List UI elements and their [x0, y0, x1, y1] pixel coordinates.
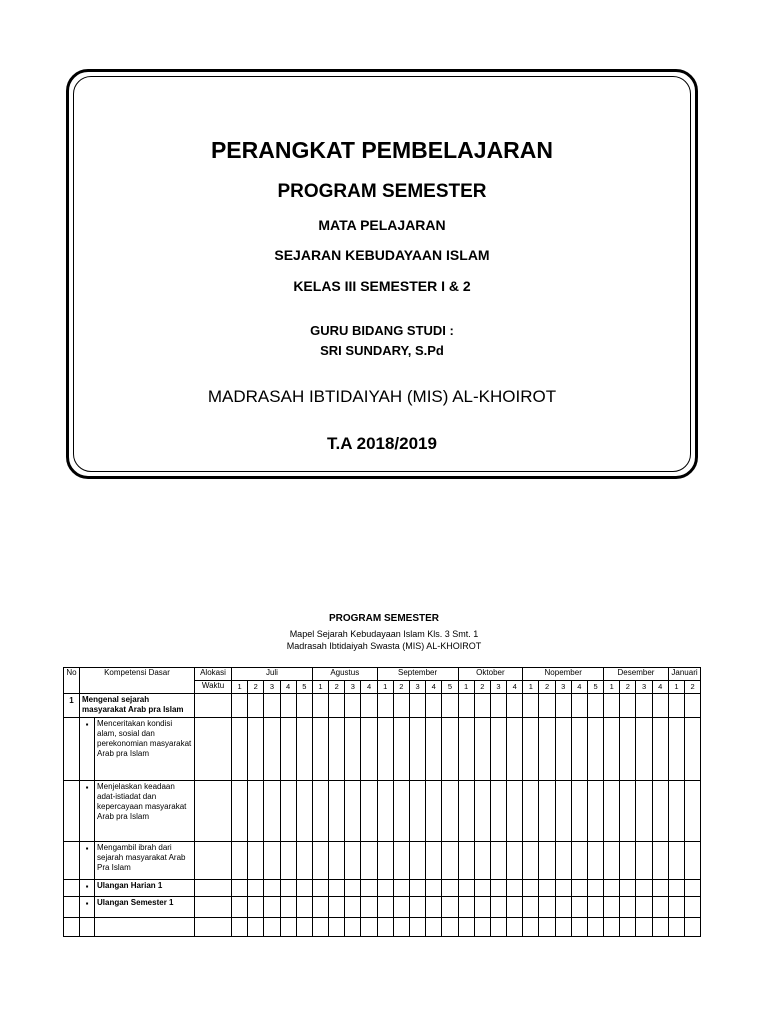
week-cell — [539, 781, 555, 842]
week-cell — [620, 842, 636, 880]
header-week: 1 — [377, 681, 393, 694]
week-cell — [636, 781, 652, 842]
week-cell — [507, 880, 523, 897]
row-bullet: ▪ — [80, 897, 95, 918]
week-cell — [264, 694, 280, 718]
week-cell — [555, 781, 571, 842]
header-alokasi: Alokasi — [195, 668, 232, 681]
week-cell — [312, 842, 328, 880]
week-cell — [377, 880, 393, 897]
week-cell — [474, 897, 490, 918]
row-bullet — [80, 918, 95, 937]
week-cell — [458, 918, 474, 937]
week-cell — [620, 718, 636, 781]
week-cell — [474, 918, 490, 937]
row-alokasi — [195, 718, 232, 781]
week-cell — [409, 781, 425, 842]
week-cell — [539, 694, 555, 718]
week-cell — [668, 694, 684, 718]
week-cell — [426, 897, 442, 918]
row-kompetensi: Mengambil ibrah dari sejarah masyarakat Arab Pra Islam — [95, 842, 195, 880]
week-cell — [345, 880, 361, 897]
week-cell — [329, 918, 345, 937]
week-cell — [232, 781, 248, 842]
week-cell — [474, 842, 490, 880]
week-cell — [571, 718, 587, 781]
week-cell — [409, 880, 425, 897]
cover-title: PERANGKAT PEMBELAJARAN — [210, 137, 554, 163]
header-week: 2 — [620, 681, 636, 694]
week-cell — [377, 918, 393, 937]
week-cell — [571, 897, 587, 918]
program-title: PROGRAM SEMESTER — [328, 613, 439, 624]
week-cell — [604, 897, 620, 918]
week-cell — [442, 897, 458, 918]
week-cell — [604, 880, 620, 897]
week-cell — [296, 781, 312, 842]
week-cell — [571, 781, 587, 842]
week-cell — [652, 880, 668, 897]
week-cell — [539, 718, 555, 781]
row-no — [64, 842, 80, 880]
week-cell — [523, 918, 539, 937]
week-cell — [490, 694, 506, 718]
week-cell — [685, 781, 701, 842]
header-week: 4 — [426, 681, 442, 694]
week-cell — [248, 781, 264, 842]
week-cell — [571, 842, 587, 880]
week-cell — [604, 718, 620, 781]
header-week: 1 — [523, 681, 539, 694]
week-cell — [571, 880, 587, 897]
header-week: 4 — [571, 681, 587, 694]
week-cell — [280, 718, 296, 781]
row-bullet: ▪ — [80, 718, 95, 781]
header-week: 2 — [474, 681, 490, 694]
week-cell — [312, 880, 328, 897]
header-week: 2 — [329, 681, 345, 694]
week-cell — [232, 918, 248, 937]
week-cell — [668, 781, 684, 842]
row-alokasi — [195, 880, 232, 897]
row-kompetensi: Menceritakan kondisi alam, sosial dan perekonomian masyarakat Arab pra Islam — [95, 718, 195, 781]
week-cell — [312, 918, 328, 937]
week-cell — [685, 880, 701, 897]
week-cell — [523, 718, 539, 781]
week-cell — [555, 880, 571, 897]
week-cell — [296, 897, 312, 918]
week-cell — [523, 781, 539, 842]
week-cell — [474, 781, 490, 842]
header-week: 1 — [668, 681, 684, 694]
table-row — [64, 880, 701, 897]
week-cell — [264, 897, 280, 918]
week-cell — [345, 718, 361, 781]
week-cell — [668, 718, 684, 781]
week-cell — [636, 842, 652, 880]
week-cell — [458, 781, 474, 842]
program-subtitle-1: Mapel Sejarah Kebudayaan Islam Kls. 3 Smt. 1 — [289, 629, 479, 639]
week-cell — [490, 718, 506, 781]
program-semester-table — [63, 667, 701, 937]
header-week: 2 — [539, 681, 555, 694]
week-cell — [652, 694, 668, 718]
row-alokasi — [195, 694, 232, 718]
table-header-row — [64, 668, 701, 681]
week-cell — [507, 918, 523, 937]
week-cell — [248, 918, 264, 937]
week-cell — [345, 918, 361, 937]
week-cell — [620, 918, 636, 937]
week-cell — [507, 781, 523, 842]
week-cell — [248, 718, 264, 781]
row-no: 1 — [64, 694, 80, 718]
week-cell — [377, 897, 393, 918]
week-cell — [361, 897, 377, 918]
table-row — [64, 781, 701, 842]
week-cell — [458, 880, 474, 897]
week-cell — [361, 694, 377, 718]
row-kompetensi: Ulangan Semester 1 — [95, 897, 195, 918]
week-cell — [604, 918, 620, 937]
week-cell — [587, 842, 603, 880]
week-cell — [620, 694, 636, 718]
header-week: 2 — [248, 681, 264, 694]
row-no — [64, 781, 80, 842]
header-month: Oktober — [458, 668, 523, 681]
week-cell — [555, 694, 571, 718]
program-subtitle-2: Madrasah Ibtidaiyah Swasta (MIS) AL-KHOIROT — [286, 641, 482, 651]
week-cell — [393, 781, 409, 842]
week-cell — [507, 718, 523, 781]
week-cell — [280, 918, 296, 937]
week-cell — [264, 718, 280, 781]
week-cell — [329, 842, 345, 880]
week-cell — [652, 918, 668, 937]
week-cell — [393, 880, 409, 897]
week-cell — [426, 781, 442, 842]
header-week: 3 — [345, 681, 361, 694]
week-cell — [490, 880, 506, 897]
header-month: Juli — [232, 668, 313, 681]
header-week: 4 — [361, 681, 377, 694]
week-cell — [539, 880, 555, 897]
row-kompetensi: Mengenal sejarah masyarakat Arab pra Islam — [80, 694, 195, 718]
week-cell — [685, 897, 701, 918]
table-row — [64, 842, 701, 880]
header-month: Agustus — [312, 668, 377, 681]
week-cell — [442, 842, 458, 880]
week-cell — [361, 718, 377, 781]
week-cell — [426, 918, 442, 937]
week-cell — [474, 718, 490, 781]
table-row — [64, 694, 701, 718]
week-cell — [685, 718, 701, 781]
week-cell — [652, 842, 668, 880]
header-week: 1 — [604, 681, 620, 694]
header-no: No — [64, 668, 80, 694]
week-cell — [571, 694, 587, 718]
table-row — [64, 897, 701, 918]
week-cell — [523, 694, 539, 718]
week-cell — [329, 781, 345, 842]
week-cell — [296, 842, 312, 880]
row-no — [64, 918, 80, 937]
week-cell — [442, 918, 458, 937]
cover-frame — [66, 69, 698, 479]
header-week: 4 — [507, 681, 523, 694]
week-cell — [555, 842, 571, 880]
week-cell — [668, 842, 684, 880]
table-row — [64, 918, 701, 937]
week-cell — [264, 918, 280, 937]
week-cell — [426, 880, 442, 897]
week-cell — [636, 880, 652, 897]
week-cell — [458, 897, 474, 918]
week-cell — [232, 694, 248, 718]
week-cell — [345, 897, 361, 918]
week-cell — [442, 781, 458, 842]
week-cell — [409, 694, 425, 718]
header-week: 1 — [312, 681, 328, 694]
week-cell — [345, 781, 361, 842]
week-cell — [280, 880, 296, 897]
week-cell — [248, 842, 264, 880]
week-cell — [555, 718, 571, 781]
header-week: 3 — [409, 681, 425, 694]
week-cell — [248, 897, 264, 918]
week-cell — [280, 781, 296, 842]
week-cell — [361, 842, 377, 880]
week-cell — [636, 694, 652, 718]
week-cell — [685, 842, 701, 880]
week-cell — [296, 694, 312, 718]
week-cell — [409, 918, 425, 937]
week-cell — [248, 694, 264, 718]
week-cell — [604, 842, 620, 880]
week-cell — [377, 781, 393, 842]
week-cell — [312, 781, 328, 842]
week-cell — [539, 897, 555, 918]
week-cell — [361, 880, 377, 897]
header-week: 2 — [393, 681, 409, 694]
week-cell — [296, 918, 312, 937]
cover-subtitle: PROGRAM SEMESTER — [277, 181, 487, 202]
week-cell — [587, 880, 603, 897]
week-cell — [523, 880, 539, 897]
week-cell — [474, 694, 490, 718]
header-month: Desember — [604, 668, 669, 681]
header-month: Januari — [668, 668, 700, 681]
week-cell — [474, 880, 490, 897]
week-cell — [685, 918, 701, 937]
week-cell — [604, 781, 620, 842]
week-cell — [442, 718, 458, 781]
week-cell — [587, 918, 603, 937]
week-cell — [507, 842, 523, 880]
week-cell — [264, 781, 280, 842]
week-cell — [329, 897, 345, 918]
week-cell — [232, 897, 248, 918]
week-cell — [329, 880, 345, 897]
row-alokasi — [195, 897, 232, 918]
week-cell — [587, 718, 603, 781]
week-cell — [490, 918, 506, 937]
week-cell — [280, 694, 296, 718]
row-bullet: ▪ — [80, 842, 95, 880]
header-waktu: Waktu — [195, 681, 232, 694]
row-alokasi — [195, 781, 232, 842]
header-week: 4 — [652, 681, 668, 694]
week-cell — [490, 842, 506, 880]
week-cell — [377, 718, 393, 781]
week-cell — [393, 897, 409, 918]
header-month: Nopember — [523, 668, 604, 681]
week-cell — [312, 718, 328, 781]
week-cell — [523, 842, 539, 880]
week-cell — [587, 694, 603, 718]
week-cell — [409, 842, 425, 880]
week-cell — [393, 918, 409, 937]
week-cell — [409, 718, 425, 781]
week-cell — [393, 842, 409, 880]
week-cell — [636, 897, 652, 918]
week-cell — [620, 880, 636, 897]
row-no — [64, 897, 80, 918]
week-cell — [232, 842, 248, 880]
header-week: 3 — [636, 681, 652, 694]
cover-subject: SEJARAN KEBUDAYAAN ISLAM — [274, 247, 490, 263]
week-cell — [539, 842, 555, 880]
week-cell — [280, 897, 296, 918]
week-cell — [490, 897, 506, 918]
header-month: September — [377, 668, 458, 681]
cover-inner-frame — [73, 76, 691, 472]
week-cell — [555, 918, 571, 937]
week-cell — [232, 880, 248, 897]
week-cell — [345, 842, 361, 880]
cover-year: T.A 2018/2019 — [327, 434, 437, 453]
header-week: 5 — [587, 681, 603, 694]
week-cell — [296, 718, 312, 781]
week-cell — [652, 781, 668, 842]
cover-class: KELAS III SEMESTER I & 2 — [293, 278, 471, 294]
week-cell — [296, 880, 312, 897]
week-cell — [507, 897, 523, 918]
week-cell — [490, 781, 506, 842]
week-cell — [652, 897, 668, 918]
week-cell — [636, 718, 652, 781]
week-cell — [620, 781, 636, 842]
week-cell — [280, 842, 296, 880]
week-cell — [523, 897, 539, 918]
week-cell — [442, 694, 458, 718]
week-cell — [393, 694, 409, 718]
week-cell — [555, 897, 571, 918]
week-cell — [458, 694, 474, 718]
week-cell — [312, 694, 328, 718]
week-cell — [668, 918, 684, 937]
week-cell — [426, 694, 442, 718]
header-week: 5 — [296, 681, 312, 694]
row-kompetensi: Menjelaskan keadaan adat-istiadat dan kepercayaan masyarakat Arab pra Islam — [95, 781, 195, 842]
row-no — [64, 880, 80, 897]
week-cell — [248, 880, 264, 897]
header-week: 4 — [280, 681, 296, 694]
header-week: 3 — [490, 681, 506, 694]
row-bullet: ▪ — [80, 880, 95, 897]
row-no — [64, 718, 80, 781]
cover-school: MADRASAH IBTIDAIYAH (MIS) AL-KHOIROT — [207, 387, 557, 406]
header-week: 1 — [458, 681, 474, 694]
table-row — [64, 718, 701, 781]
header-week: 3 — [555, 681, 571, 694]
row-kompetensi: Ulangan Harian 1 — [95, 880, 195, 897]
header-week: 2 — [685, 681, 701, 694]
week-cell — [507, 694, 523, 718]
header-week: 1 — [232, 681, 248, 694]
week-cell — [587, 781, 603, 842]
week-cell — [393, 718, 409, 781]
header-kompetensi: Kompetensi Dasar — [80, 668, 195, 694]
week-cell — [620, 897, 636, 918]
week-cell — [409, 897, 425, 918]
week-cell — [361, 781, 377, 842]
week-cell — [539, 918, 555, 937]
row-bullet: ▪ — [80, 781, 95, 842]
week-cell — [377, 842, 393, 880]
header-week: 5 — [442, 681, 458, 694]
week-cell — [442, 880, 458, 897]
row-kompetensi — [95, 918, 195, 937]
week-cell — [668, 897, 684, 918]
week-cell — [636, 918, 652, 937]
week-cell — [652, 718, 668, 781]
week-cell — [426, 842, 442, 880]
week-cell — [329, 718, 345, 781]
cover-teacher: SRI SUNDARY, S.Pd — [320, 343, 444, 358]
week-cell — [668, 880, 684, 897]
week-cell — [377, 694, 393, 718]
week-cell — [232, 718, 248, 781]
week-cell — [361, 918, 377, 937]
week-cell — [458, 718, 474, 781]
week-cell — [264, 842, 280, 880]
week-cell — [329, 694, 345, 718]
week-cell — [604, 694, 620, 718]
week-cell — [345, 694, 361, 718]
week-cell — [264, 880, 280, 897]
row-alokasi — [195, 918, 232, 937]
cover-mata-label: MATA PELAJARAN — [318, 217, 446, 233]
week-cell — [312, 897, 328, 918]
cover-teacher-label: GURU BIDANG STUDI : — [310, 323, 454, 338]
week-cell — [426, 718, 442, 781]
week-cell — [458, 842, 474, 880]
week-cell — [587, 897, 603, 918]
header-week: 3 — [264, 681, 280, 694]
row-alokasi — [195, 842, 232, 880]
week-cell — [685, 694, 701, 718]
week-cell — [571, 918, 587, 937]
